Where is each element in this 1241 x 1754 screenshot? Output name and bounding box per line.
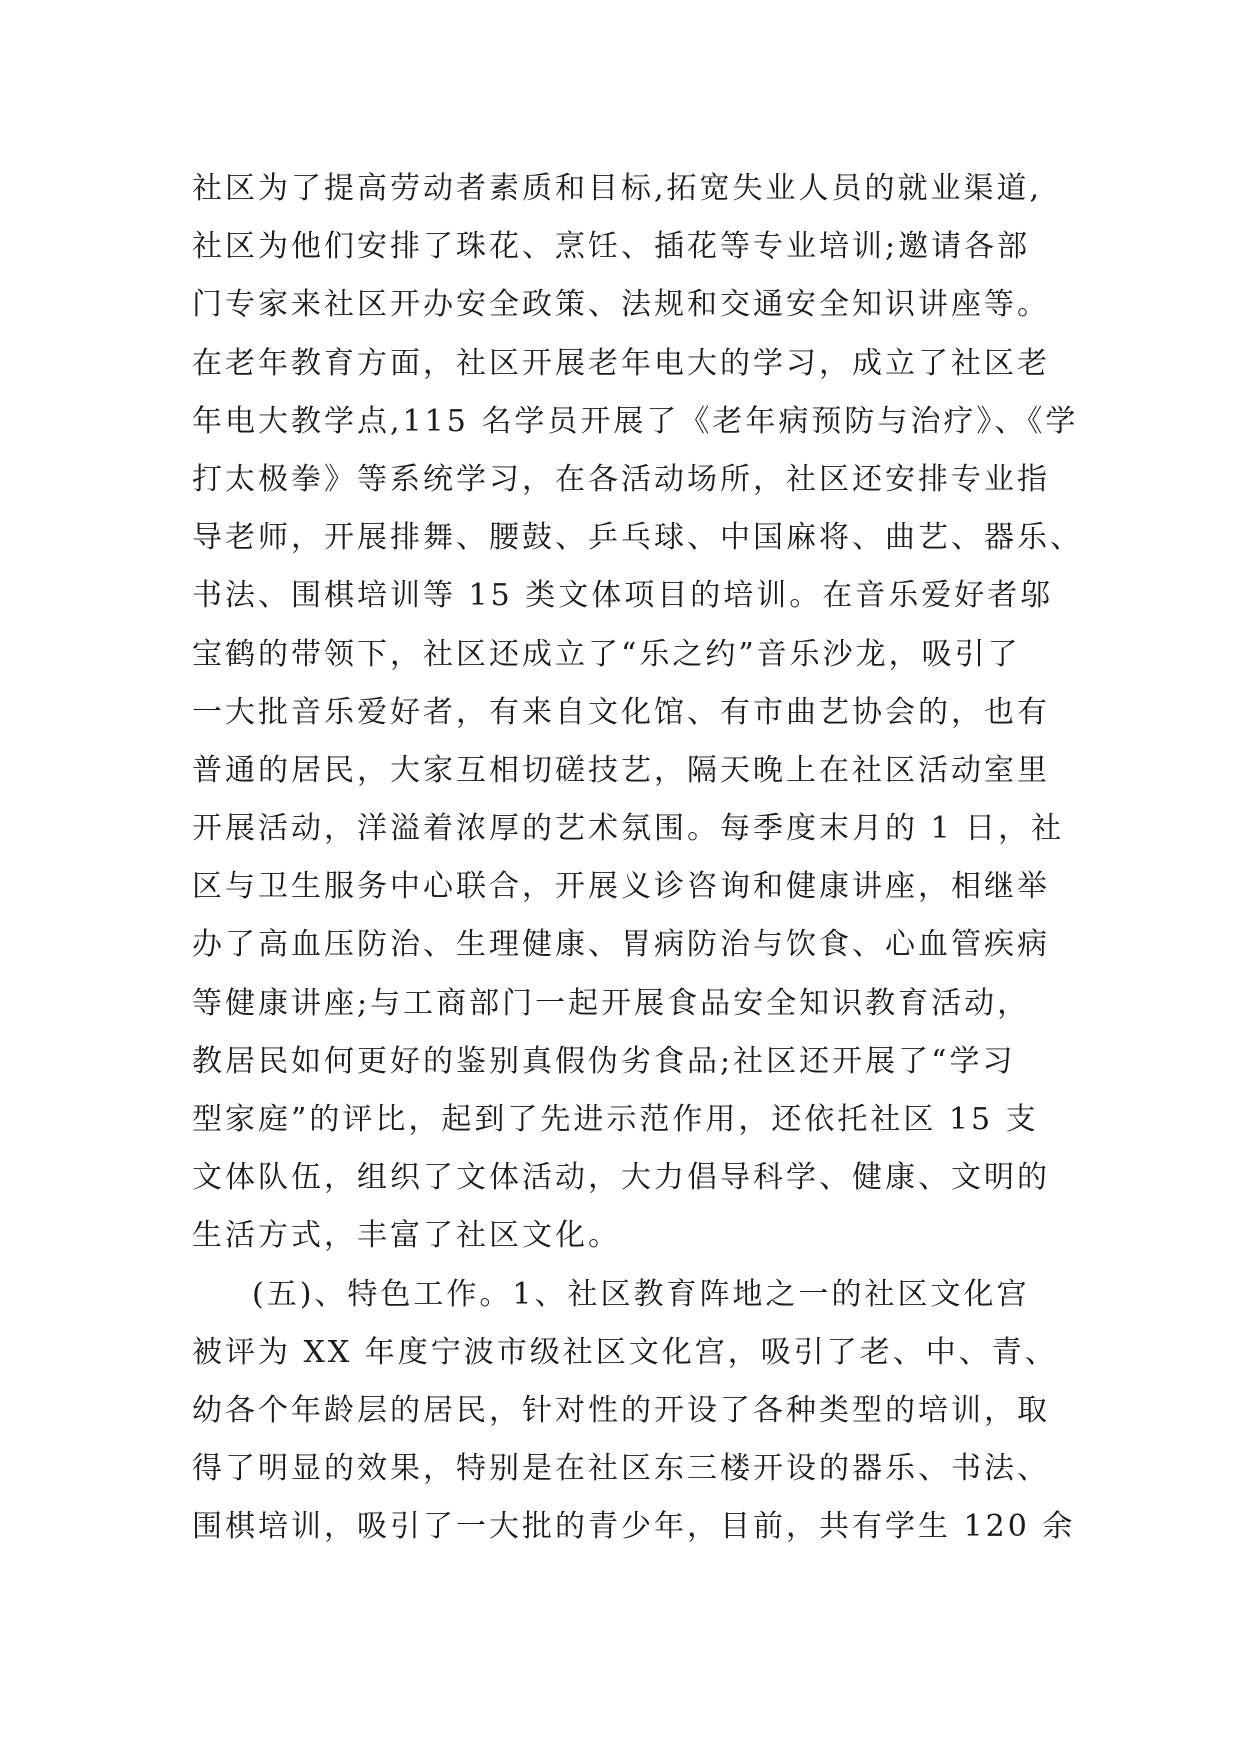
text-line: 门专家来社区开办安全政策、法规和交通安全知识讲座等。 <box>192 287 1050 323</box>
text-line: 被评为 XX 年度宁波市级社区文化宫，吸引了老、中、青、 <box>192 1334 1058 1370</box>
text-line: 文体队伍，组织了文体活动，大力倡导科学、健康、文明的 <box>192 1160 1050 1196</box>
text-line: 打太极拳》等系统学习，在各活动场所，社区还安排专业指 <box>192 461 1050 497</box>
text-line: 一大批音乐爱好者，有来自文化馆、有市曲艺协会的，也有 <box>192 694 1050 730</box>
text-line: 得了明显的效果，特别是在社区东三楼开设的器乐、书法、 <box>192 1451 1050 1487</box>
text-line: 办了高血压防治、生理健康、胃病防治与饮食、心血管疾病 <box>192 927 1050 963</box>
text-line: 宝鹤的带领下，社区还成立了“乐之约”音乐沙龙，吸引了 <box>192 636 1021 672</box>
text-line: 导老师，开展排舞、腰鼓、乒乓球、中国麻将、曲艺、器乐、 <box>192 520 1083 556</box>
text-line: 围棋培训，吸引了一大批的青少年，目前，共有学生 120 余 <box>192 1509 1076 1545</box>
text-line: 生活方式，丰富了社区文化。 <box>192 1218 621 1254</box>
text-line: 在老年教育方面，社区开展老年电大的学习，成立了社区老 <box>192 345 1050 381</box>
text-line: 开展活动，洋溢着浓厚的艺术氛围。每季度末月的 1 日，社 <box>192 811 1065 847</box>
text-line: 等健康讲座;与工商部门一起开展食品安全知识教育活动， <box>192 985 1031 1021</box>
text-line: 型家庭”的评比，起到了先进示范作用，还依托社区 15 支 <box>192 1102 1039 1137</box>
text-line: 幼各个年龄层的居民，针对性的开设了各种类型的培训，取 <box>192 1392 1050 1428</box>
body-text <box>192 160 1092 1557</box>
text-line: 普通的居民，大家互相切磋技艺，隔天晚上在社区活动室里 <box>192 752 1050 788</box>
text-line: 区与卫生服务中心联合，开展义诊咨询和健康讲座，相继举 <box>192 869 1050 905</box>
text-line: 社区为他们安排了珠花、烹饪、插花等专业培训;邀请各部 <box>192 229 1031 265</box>
text-line: (五)、特色工作。1、社区教育阵地之一的社区文化宫 <box>252 1276 1030 1312</box>
text-line: 社区为了提高劳动者素质和目标,拓宽失业人员的就业渠道, <box>192 171 1043 206</box>
text-line: 年电大教学点,115 名学员开展了《老年病预防与治疗》、《学 <box>192 403 1079 439</box>
text-line: 书法、围棋培训等 15 类文体项目的培训。在音乐爱好者邬 <box>192 578 1054 614</box>
text-line: 教居民如何更好的鉴别真假伪劣食品;社区还开展了“学习 <box>192 1043 1016 1079</box>
